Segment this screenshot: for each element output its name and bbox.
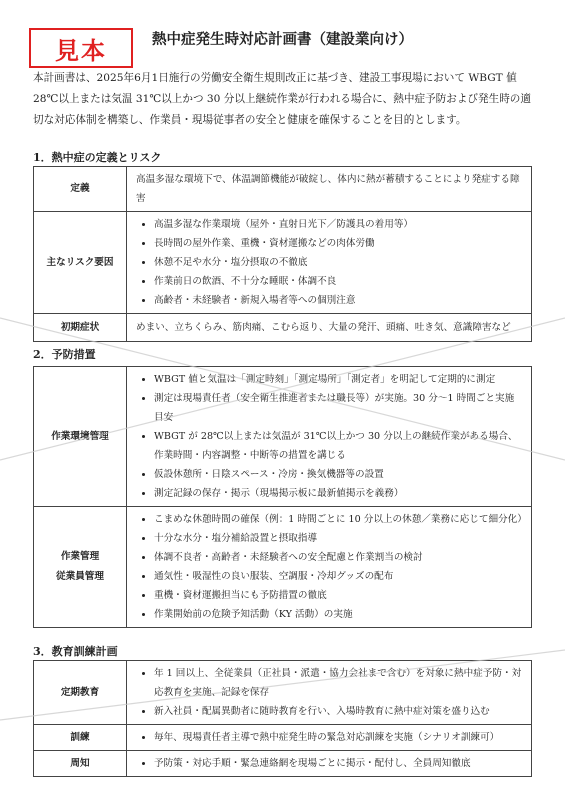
list-item: • 長時間の屋外作業、重機・資材運搬などの肉体労働 [154, 234, 523, 253]
row-content [127, 751, 532, 777]
section-heading-training: 3．教育訓練計画 [33, 645, 118, 658]
row-content: 高温多湿な環境下で、体温調節機能が破綻し、体内に熱が蓄積することにより発症する障害 [127, 167, 532, 212]
list-item: • 予防策・対応手順・緊急連絡網を現場ごとに掲示・配付し、全員周知徹底 [154, 754, 523, 773]
row-label [34, 661, 127, 725]
row-label-text: 初期症状 [60, 321, 100, 333]
list-item: • 十分な水分・塩分補給設置と摂取指導 [154, 529, 523, 548]
row-label [34, 507, 127, 628]
row-label-text: 主なリスク要因 [46, 256, 114, 268]
row-content [127, 661, 532, 725]
list-item: • 高齢者・未経験者・新規入場者等への個別注意 [154, 291, 523, 310]
row-label [34, 212, 127, 314]
list-item: • 重機・資材運搬担当にも予防措置の徹底 [154, 586, 523, 605]
prevention-table [33, 366, 532, 628]
list-item: • WBGT が 28℃以上または気温が 31℃以上かつ 30 分以上の継続作業がある場合、作業時間・内容調整・中断等の措置を講じる [154, 427, 523, 465]
intro-paragraph: 本計画書は、2025年6月1日施行の労働安全衛生規則改正に基づき、建設工事現場において WBGT 値 28℃以上または気温 31℃以上かつ 30 分以上継続作業が行われる場合に、熱中症予防および発生時の適切な対応体制を構築し、作業員・現場従事者の安全と健康を確保することを目的とします。 [33, 72, 531, 126]
table-row [34, 751, 532, 777]
row-content: めまい、立ちくらみ、筋肉痛、こむら返り、大量の発汗、頭痛、吐き気、意識障害など [127, 314, 532, 342]
table-row [34, 507, 532, 628]
list-item: • 高温多湿な作業環境（屋外・直射日光下／防護具の着用等） [154, 215, 523, 234]
row-label [34, 167, 127, 212]
page-title: 熱中症発生時対応計画書（建設業向け） [152, 31, 413, 48]
list-item: • 体調不良者・高齢者・未経験者への安全配慮と作業割当の検討 [154, 548, 523, 567]
list-item: • 新入社員・配属異動者に随時教育を行い、入場時教育に熱中症対策を盛り込む [154, 702, 523, 721]
row-label [34, 751, 127, 777]
row-label [34, 725, 127, 751]
definition-table [33, 166, 532, 342]
table-row [34, 167, 532, 212]
list-item: • 仮設休憩所・日陰スペース・冷房・換気機器等の設置 [154, 465, 523, 484]
row-label-text: 作業管理 [60, 551, 100, 562]
list-item: • 休憩不足や水分・塩分摂取の不徹底 [154, 253, 523, 272]
row-label [34, 314, 127, 342]
section-heading-definition: 1．熱中症の定義とリスク [33, 151, 162, 164]
row-label-text: 周知 [70, 757, 90, 769]
table-row [34, 725, 532, 751]
list-item: • WBGT 値と気温は「測定時刻」「測定場所」「測定者」を明記して定期的に測定 [154, 370, 523, 389]
list-item: • 年 1 回以上、全従業員（正社員・派遣・協力会社まで含む）を対象に熱中症予防・対応教育を実施、記録を保存 [154, 664, 523, 702]
list-item: • 通気性・吸湿性の良い服装、空調服・冷却グッズの配布 [154, 567, 523, 586]
row-label [34, 367, 127, 507]
row-label-text: 訓練 [70, 731, 90, 743]
list-item: • 作業前日の飲酒、不十分な睡眠・体調不良 [154, 272, 523, 291]
table-row [34, 212, 532, 314]
table-row [34, 661, 532, 725]
list-item: • 作業開始前の危険予知活動（KY 活動）の実施 [154, 605, 523, 624]
section-heading-prevention: 2．予防措置 [33, 348, 96, 361]
list-item: • こまめな休憩時間の確保（例：1 時間ごとに 10 分以上の休憩／業務に応じて細分化） [154, 510, 523, 529]
row-label-text: 定義 [70, 183, 90, 194]
row-content [127, 367, 532, 507]
row-content [127, 507, 532, 628]
sample-watermark [29, 28, 133, 68]
table-row [34, 314, 532, 342]
table-row [34, 367, 532, 507]
row-label-text: 作業環境管理 [51, 430, 109, 442]
row-label-text: 従業員管理 [56, 571, 104, 582]
list-item: • 測定は現場責任者（安全衛生推進者または職長等）が実施。30 分～1 時間ごと実施目安 [154, 389, 523, 427]
row-label-text: 定期教育 [60, 686, 100, 698]
list-item: • 測定記録の保存・掲示（現場掲示板に最新値掲示を義務） [154, 484, 523, 503]
row-content [127, 725, 532, 751]
sample-watermark-text: 見本 [55, 36, 107, 65]
list-item: • 毎年、現場責任者主導で熱中症発生時の緊急対応訓練を実施（シナリオ訓練可） [154, 728, 523, 747]
row-content [127, 212, 532, 314]
training-table [33, 660, 532, 777]
